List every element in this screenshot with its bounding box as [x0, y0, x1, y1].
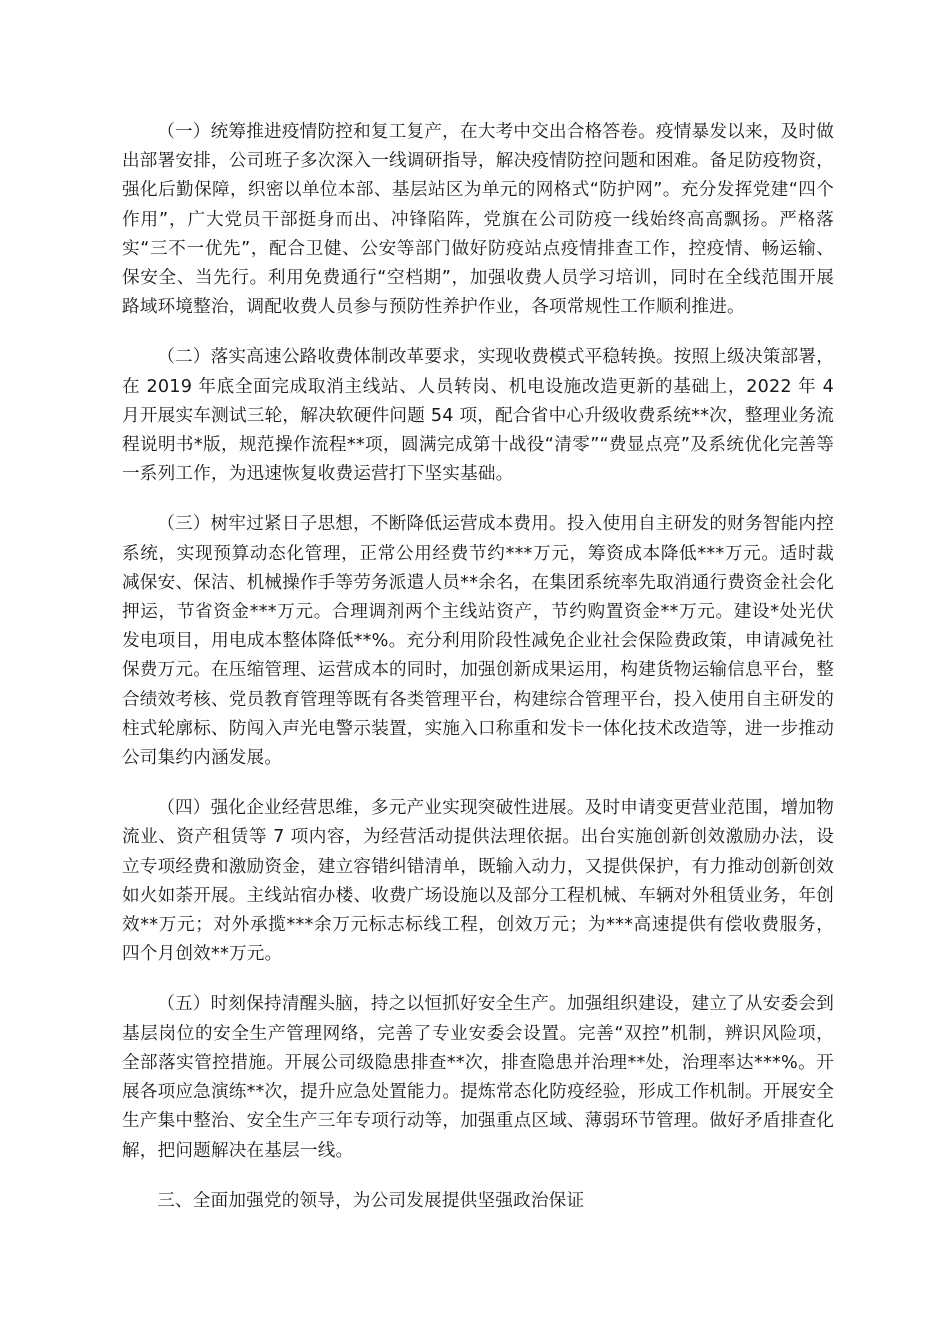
- document-page: [122, 118, 834, 1237]
- paragraph-safety-production: （五）时刻保持清醒头脑，持之以恒抓好安全生产。加强组织建设，建立了从安委会到基层岗位的安全生产管理网络，完善了专业安委会设置。完善“双控”机制，辨识风险项，全部落实管控措施。开展公司级隐患排查**次，排查隐患并治理**处，治理率达***%。开展各项应急演练**次，提升应急处置能力。提炼常态化防疫经验，形成工作机制。开展安全生产集中整治、安全生产三年专项行动等，加强重点区域、薄弱环节管理。做好矛盾排查化解，把问题解决在基层一线。: [122, 994, 834, 1161]
- paragraph-toll-reform: （二）落实高速公路收费体制改革要求，实现收费模式平稳转换。按照上级决策部署，在 2019 年底全面完成取消主线站、人员转岗、机电设施改造更新的基础上，2022 年 4 月开展实车测试三轮，解决软硬件问题 54 项，配合省中心升级收费系统**次，整理业务流程说明书*版，规范操作流程**项，圆满完成第十战役“清零”“费显点亮”及系统优化完善等一系列工作，为迅速恢复收费运营打下坚实基础。: [122, 347, 834, 485]
- section-heading-party-leadership: 三、全面加强党的领导，为公司发展提供坚强政治保证: [157, 1190, 585, 1211]
- paragraph-cost-reduction: （三）树牢过紧日子思想，不断降低运营成本费用。投入使用自主研发的财务智能内控系统，实现预算动态化管理，正常公用经费节约***万元，筹资成本降低***万元。适时裁减保安、保洁、机械操作手等劳务派遣人员**余名，在集团系统率先取消通行费资金社会化押运，节省资金***万元。合理调剂两个主线站资产，节约购置资金**万元。建设*处光伏发电项目，用电成本整体降低**%。充分利用阶段性减免企业社会保险费政策，申请减免社保费万元。在压缩管理、运营成本的同时，加强创新成果运用，构建货物运输信息平台，整合绩效考核、党员教育管理等既有各类管理平台，构建综合管理平台，投入使用自主研发的柱式轮廓标、防闯入声光电警示装置，实施入口称重和发卡一体化技术改造等，进一步推动公司集约内涵发展。: [122, 514, 834, 769]
- paragraph-business-operations: （四）强化企业经营思维，多元产业实现突破性进展。及时申请变更营业范围，增加物流业、资产租赁等 7 项内容，为经营活动提供法理依据。出台实施创新创效激励办法，设立专项经费和激励资金，建立容错纠错清单，既输入动力，又提供保护，有力推动创新创效如火如荼开展。主线站宿办楼、收费广场设施以及部分工程机械、车辆对外租赁业务，年创效**万元；对外承揽***余万元标志标线工程，创效万元；为***高速提供有偿收费服务，四个月创效**万元。: [122, 798, 834, 965]
- paragraph-epidemic-prevention: （一）统筹推进疫情防控和复工复产，在大考中交出合格答卷。疫情暴发以来，及时做出部署安排，公司班子多次深入一线调研指导，解决疫情防控问题和困难。备足防疫物资，强化后勤保障，织密以单位本部、基层站区为单元的网格式“防护网”。充分发挥党建“四个作用”，广大党员干部挺身而出、冲锋陷阵，党旗在公司防疫一线始终高高飘扬。严格落实“三不一优先”，配合卫健、公安等部门做好防疫站点疫情排查工作，控疫情、畅运输、保安全、当先行。利用免费通行“空档期”，加强收费人员学习培训，同时在全线范围开展路域环境整治，调配收费人员参与预防性养护作业，各项常规性工作顺利推进。: [122, 122, 834, 318]
